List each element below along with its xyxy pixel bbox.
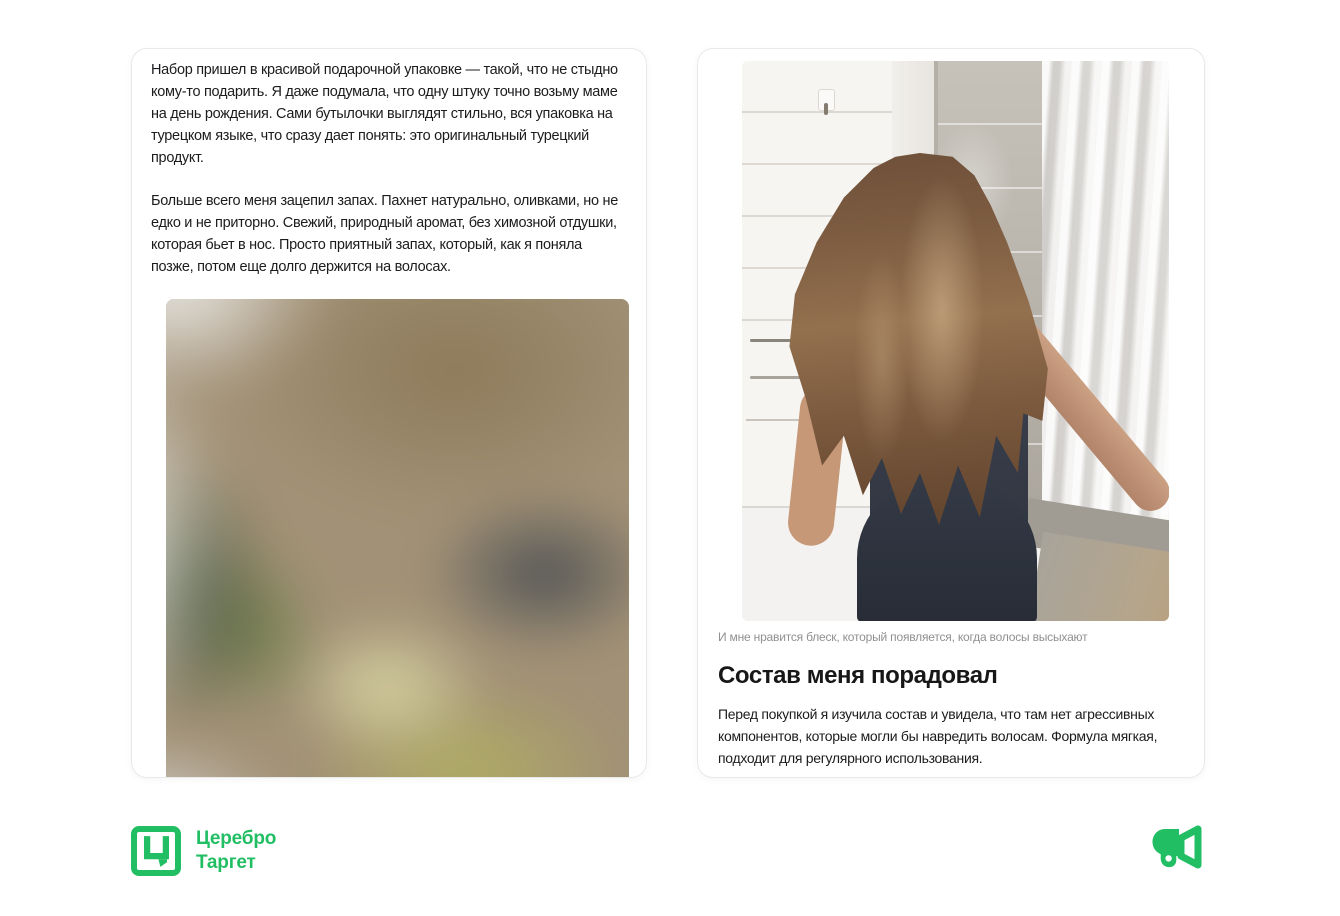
review-card-right: [697, 48, 1205, 778]
megaphone-glyph: [1148, 824, 1206, 874]
photo-wall-hook-pin: [824, 103, 828, 115]
section-heading: Состав меня порадовал: [718, 662, 998, 689]
megaphone-icon: [1148, 824, 1206, 874]
review-paragraph-1: Набор пришел в красивой подарочной упаковке — такой, что не стыдно кому-то подарить. Я даже подумала, что одну штуку точно возьму маме на день рождения. Сами бутылочки выглядят стильно, вся упаковка на турецком языке, что сразу дает понять: это оригинальный турецкий продукт.: [151, 62, 618, 166]
review-paragraph-3: Перед покупкой я изучила состав и увидела, что там нет агрессивных компонентов, которые могли бы навредить волосам. Формула мягкая, подходит для регулярного использования.: [718, 706, 1158, 766]
review-card-left: [131, 48, 647, 778]
blurred-gift-box-photo: [166, 299, 629, 778]
review-text-block: [132, 49, 646, 278]
letter-c-glyph: [144, 836, 169, 867]
cerebro-target-square-c-icon: [131, 826, 181, 876]
logo-text-line-1: Церебро: [196, 828, 277, 849]
cerebro-target-logo: [131, 826, 276, 876]
hair-result-photo: [742, 61, 1169, 621]
logo-text: [196, 827, 276, 875]
review-paragraph-2: Больше всего меня зацепил запах. Пахнет натурально, оливками, но не едко и не приторно. Свежий, природный аромат, без химозной отдушки, которая бьет в нос. Просто приятный запах, который, как я поняла позже, потом еще долго держится на волосах.: [151, 193, 618, 275]
blurred-gift-box-photo-blur-layer: [166, 299, 629, 778]
logo-text-line-2: Таргет: [196, 852, 256, 873]
photo-caption: И мне нравится блеск, который появляется, когда волосы высыхают: [718, 630, 1088, 644]
